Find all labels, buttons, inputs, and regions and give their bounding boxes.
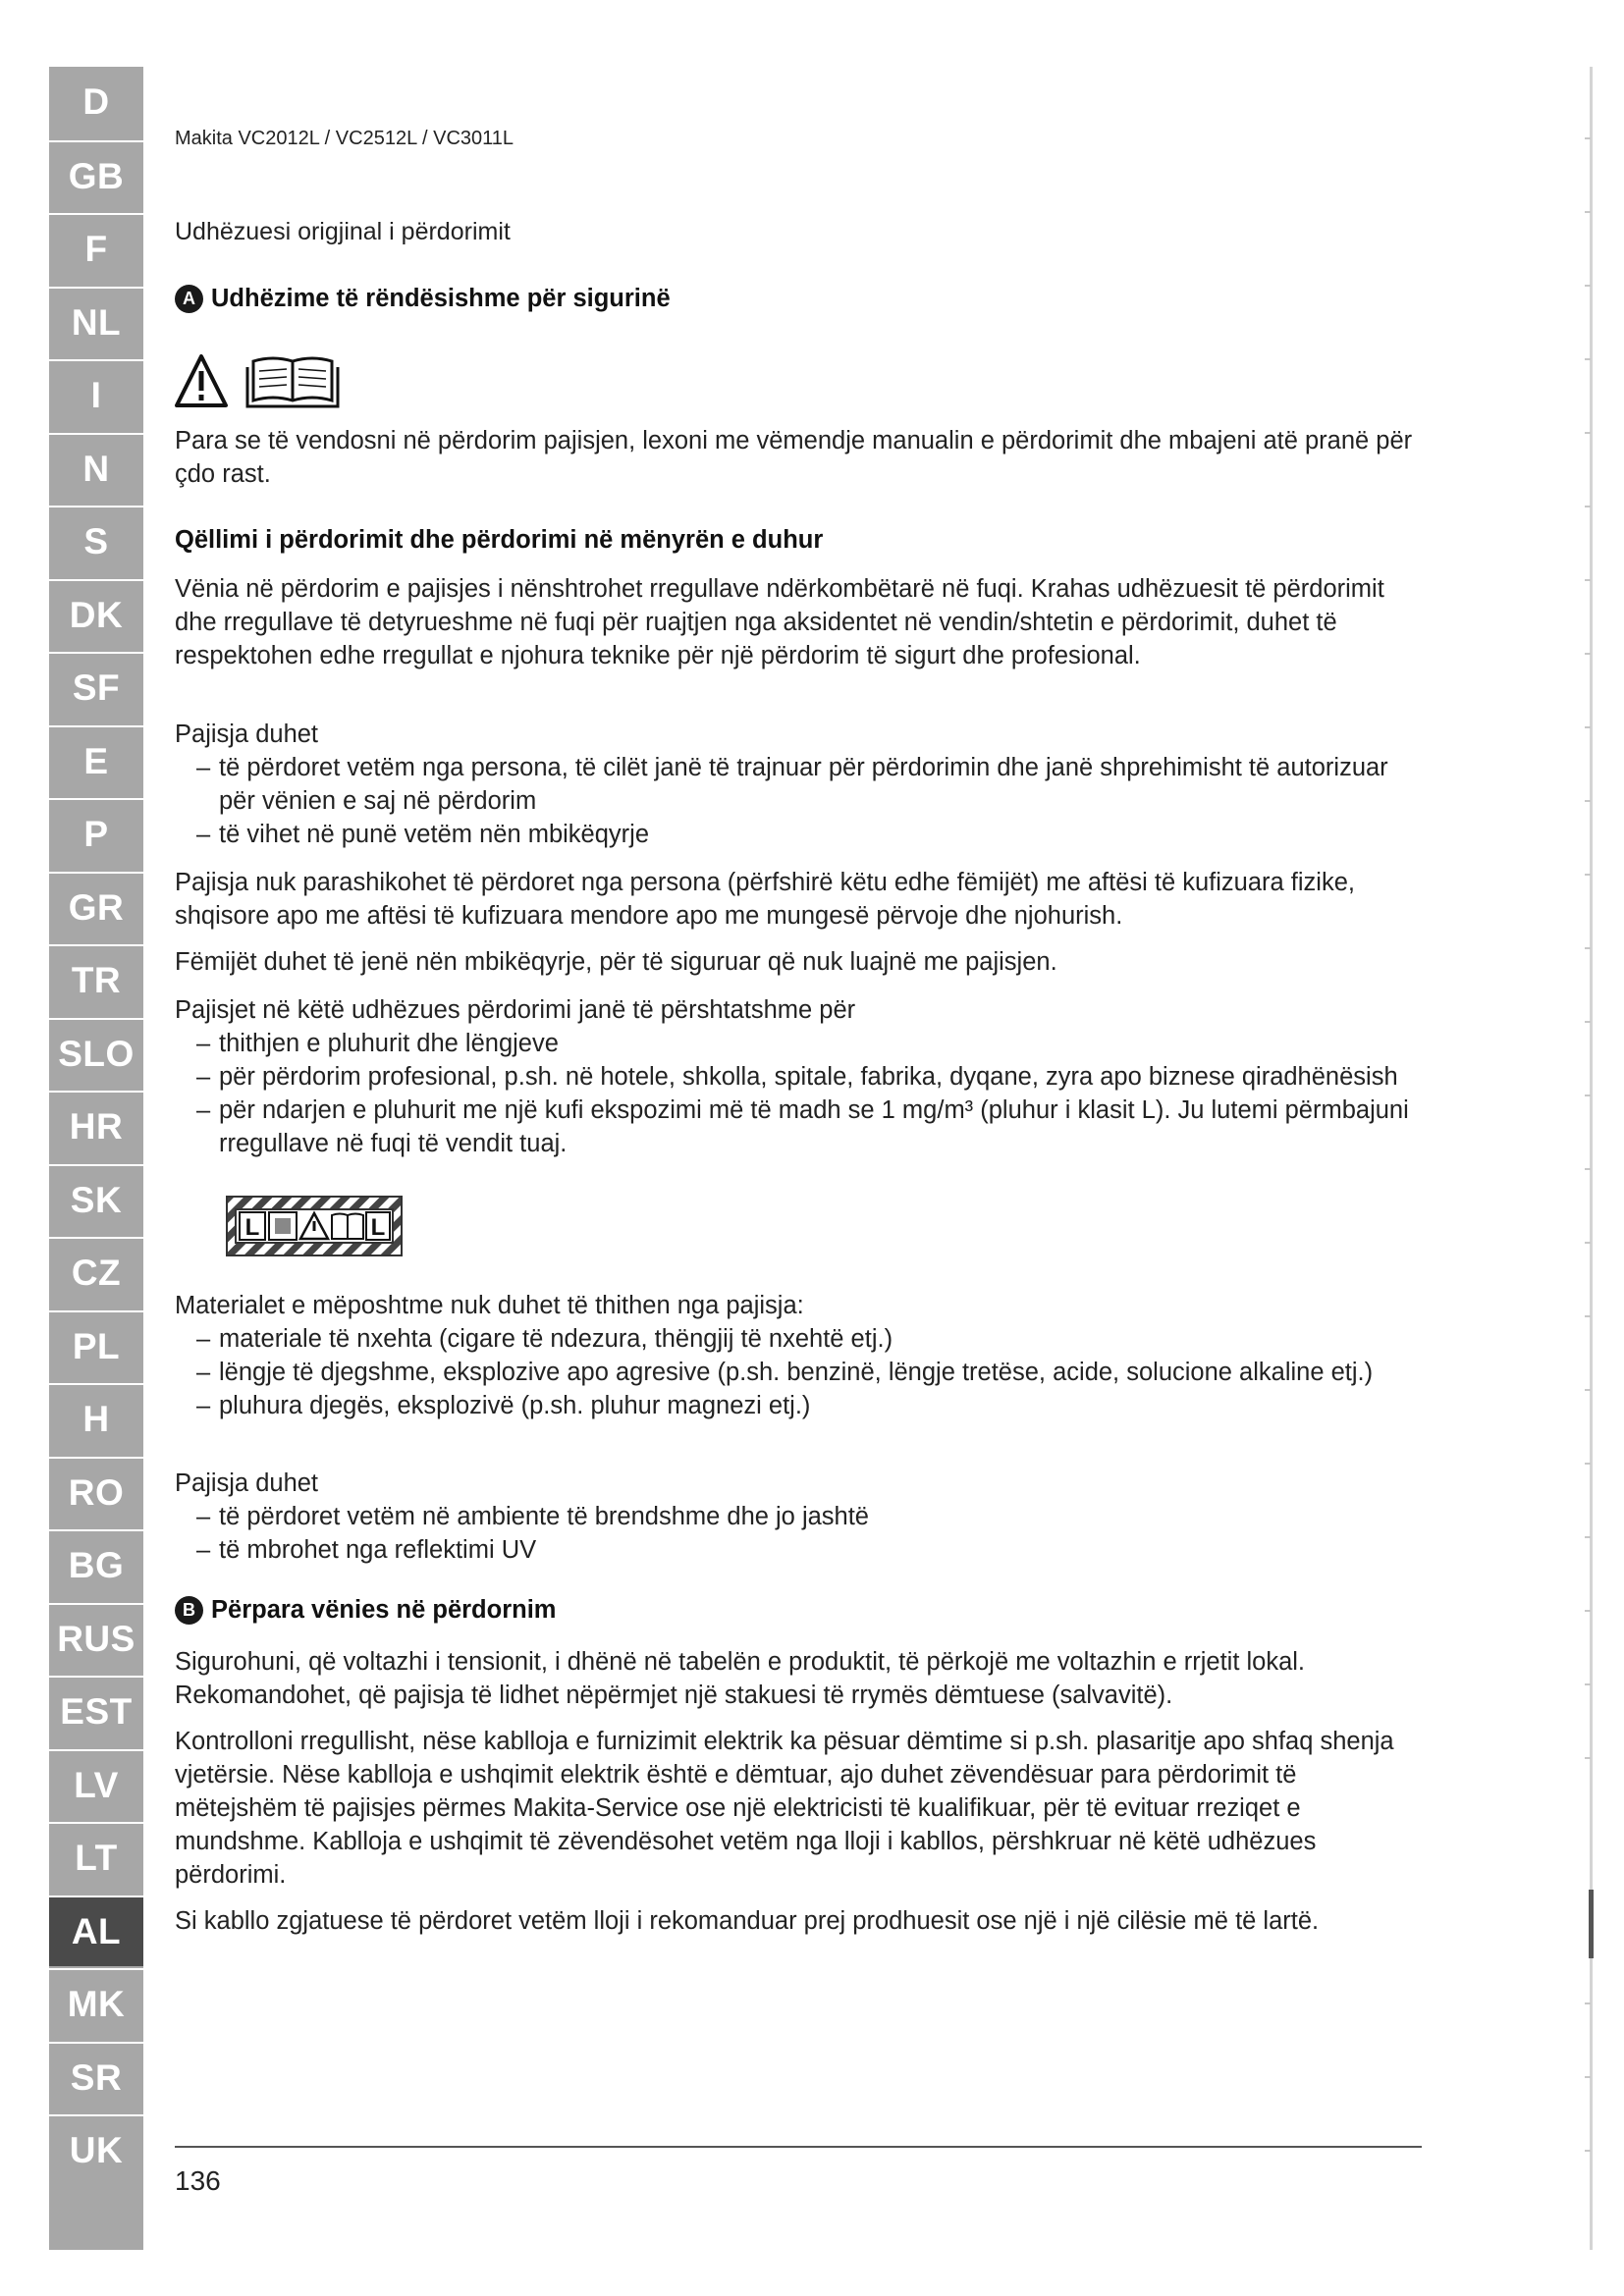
lang-tab-dk[interactable]: DK <box>49 579 143 650</box>
label-letter-right: L <box>370 1214 386 1241</box>
lang-tab-hr[interactable]: HR <box>49 1091 143 1161</box>
list-item: – të mbrohet nga reflektimi UV <box>175 1533 1422 1567</box>
section-b-paragraph-1: Sigurohuni, që voltazhi i tensionit, i dhënë në tabelën e produktit, të përkojë me voltazhin e rrjetit lokal. Rekomandohet, që pajisja të lidhet nëpërmjet një stakuesi të rrymës dëmtuese (salvavitë). <box>175 1648 1306 1709</box>
lang-tab-lv[interactable]: LV <box>49 1749 143 1820</box>
lang-tab-pl[interactable]: PL <box>49 1310 143 1381</box>
lang-tab-rus[interactable]: RUS <box>49 1603 143 1674</box>
warning-triangle-icon <box>177 356 226 405</box>
lang-tab-s[interactable]: S <box>49 506 143 576</box>
margin-tick <box>1585 1095 1591 1096</box>
lang-tab-sr[interactable]: SR <box>49 2042 143 2112</box>
device-must-list <box>175 751 1422 851</box>
model-line: Makita VC2012L / VC2512L / VC3011L <box>175 128 514 149</box>
lang-tab-bg[interactable]: BG <box>49 1529 143 1600</box>
margin-tick <box>1585 874 1591 876</box>
lang-tab-i[interactable]: I <box>49 359 143 430</box>
lang-tab-al-active[interactable]: AL <box>49 1896 143 1966</box>
margin-tick <box>1585 653 1591 655</box>
margin-tick <box>1585 1536 1591 1538</box>
device-must-label-2: Pajisja duhet <box>175 1469 319 1497</box>
lang-tab-uk[interactable]: UK <box>49 2114 143 2185</box>
lang-tab-mk[interactable]: MK <box>49 1968 143 2039</box>
lang-tab-h[interactable]: H <box>49 1383 143 1454</box>
margin-tick <box>1585 2150 1591 2152</box>
margin-tick <box>1585 947 1591 949</box>
margin-tick <box>1585 1168 1591 1170</box>
list-item: – lëngje të djegshme, eksplozive apo agresive (p.sh. benzinë, lëngje tretëse, acide, solucione alkaline etj.) <box>175 1356 1422 1389</box>
purpose-paragraph-1: Vënia në përdorim e pajisjes i nënshtrohet rregullave ndërkombëtarë në fuqi. Krahas udhëzuesit të përdorimit dhe rregullave të detyrueshme në fuqi për ruajtjen nga aksidentet në vendin/shtetin e përdorimit, duhet të respektohen edhe rregullat e njohura teknike për një përdorim të sigurt dhe profesional. <box>175 575 1384 669</box>
lang-tab-gb[interactable]: GB <box>49 140 143 211</box>
lang-tab-tr[interactable]: TR <box>49 944 143 1015</box>
margin-tick <box>1585 1242 1591 1244</box>
margin-tick <box>1585 1021 1591 1023</box>
list-item: – për ndarjen e pluhurit me një kufi ekspozimi më të madh se 1 mg/m³ (pluhur i klasit L). Ju lutemi përmbajuni rregullave në fuqi të vendit tuaj. <box>175 1094 1422 1160</box>
margin-tick <box>1585 2002 1591 2004</box>
suitable-list <box>175 1027 1422 1160</box>
label-letter-left: L <box>244 1214 260 1241</box>
list-item: – të përdoret vetëm nga persona, të cilët janë të trajnuar për përdorimin dhe janë shprehimisht të autorizuar për vënien e saj në përdorim <box>175 751 1422 818</box>
lang-tab-sf[interactable]: SF <box>49 652 143 722</box>
margin-tick <box>1585 1463 1591 1465</box>
suitable-block <box>175 993 1422 1160</box>
lang-tab-gr[interactable]: GR <box>49 872 143 942</box>
right-margin-marker <box>1589 1890 1594 1958</box>
margin-tick <box>1585 1610 1591 1612</box>
section-b-paragraph-2: Kontrolloni rregullisht, nëse kablloja e furnizimit elektrik ka pësuar dëmtime si p.sh. plasaritje apo shfaq shenja vjetërsie. Nëse kablloja e ushqimit elektrik është e dëmtuar, ajo duhet zëvendësuar para përdorimit të mëtejshëm të pajisjes përmes Makita-Service ose një elektricisti të kualifikuar, për të evituar rreziqet e mundshme. Kablloja e ushqimit të zëvendësohet vetëm nga lloji i kabllos, përshkruar në këtë udhëzues përdorimi. <box>175 1728 1394 1889</box>
section-a-heading <box>175 285 1422 313</box>
list-item: – për përdorim profesional, p.sh. në hotele, shkolla, spitale, fabrika, dyqane, zyra apo biznese qiradhënësish <box>175 1060 1422 1094</box>
lang-tab-p[interactable]: P <box>49 798 143 869</box>
margin-tick <box>1585 1683 1591 1685</box>
purpose-heading: Qëllimi i përdorimit dhe përdorimi në mënyrën e duhur <box>175 526 824 554</box>
section-a-title: Udhëzime të rëndësishme për sigurinë <box>211 285 671 312</box>
environment-list <box>175 1500 1422 1567</box>
device-must-label: Pajisja duhet <box>175 721 319 748</box>
purpose-paragraph-2: Pajisja nuk parashikohet të përdoret nga persona (përfshirë këtu edhe fëmijët) me aftësi të kufizuara fizike, shqisore apo me aftësi të kufizuara mendore apo me mungesë përvoje dhe njohurish. <box>175 869 1355 930</box>
margin-tick <box>1585 432 1591 434</box>
section-b-paragraph-3: Si kabllo zgjatuese të përdoret vetëm lloji i rekomanduar prej prodhuesit ose një i një cilësie më të lartë. <box>175 1907 1320 1935</box>
device-must-block <box>175 718 1422 851</box>
lang-tab-n[interactable]: N <box>49 433 143 504</box>
lang-tab-slo[interactable]: SLO <box>49 1018 143 1089</box>
document-type: Udhëzuesi origjinal i përdorimit <box>175 218 511 245</box>
materials-list <box>175 1322 1422 1422</box>
materials-block <box>175 1289 1422 1422</box>
lang-tab-cz[interactable]: CZ <box>49 1237 143 1308</box>
environment-block <box>175 1467 1422 1567</box>
language-sidebar <box>49 67 143 2250</box>
margin-tick <box>1585 1315 1591 1317</box>
lang-tab-ro[interactable]: RO <box>49 1457 143 1527</box>
lang-tab-est[interactable]: EST <box>49 1676 143 1746</box>
read-manual-icon <box>247 358 338 406</box>
margin-tick <box>1585 1757 1591 1759</box>
footer-rule <box>175 2146 1422 2148</box>
lang-tab-d[interactable]: D <box>82 81 110 122</box>
list-item: – të përdoret vetëm në ambiente të brendshme dhe jo jashtë <box>175 1500 1422 1533</box>
lang-tab-f[interactable]: F <box>49 213 143 284</box>
section-a-intro: Para se të vendosni në përdorim pajisjen, lexoni me vëmendje manualin e përdorimit dhe mbajeni atë pranë për çdo rast. <box>175 427 1413 488</box>
list-item: – të vihet në punë vetëm nën mbikëqyrje <box>175 818 1422 851</box>
warning-manual-icons <box>175 353 361 408</box>
dust-class-l-label-icon <box>226 1196 403 1256</box>
margin-tick <box>1585 579 1591 581</box>
list-item: – pluhura djegës, eksplozivë (p.sh. pluhur magnezi etj.) <box>175 1389 1422 1422</box>
margin-tick <box>1585 800 1591 802</box>
section-b-marker: B <box>175 1596 203 1625</box>
lang-tab-sk[interactable]: SK <box>49 1164 143 1235</box>
margin-tick <box>1585 137 1591 139</box>
margin-tick <box>1585 285 1591 287</box>
margin-tick <box>1585 211 1591 213</box>
section-b-heading <box>175 1596 1422 1625</box>
lang-tab-lt[interactable]: LT <box>49 1822 143 1893</box>
margin-tick <box>1585 2076 1591 2078</box>
margin-tick <box>1585 358 1591 360</box>
materials-intro: Materialet e mëposhtme nuk duhet të thithen nga pajisja: <box>175 1292 804 1319</box>
margin-tick <box>1585 726 1591 728</box>
margin-tick <box>1585 506 1591 507</box>
list-item: – materiale të nxehta (cigare të ndezura, thëngjij të nxehtë etj.) <box>175 1322 1422 1356</box>
purpose-paragraph-3: Fëmijët duhet të jenë nën mbikëqyrje, për të siguruar që nuk luajnë me pajisjen. <box>175 948 1057 976</box>
section-a-marker: A <box>175 285 203 313</box>
lang-tab-nl[interactable]: NL <box>49 287 143 357</box>
section-b-title: Përpara vënies në përdornim <box>211 1596 557 1624</box>
suitable-intro: Pajisjet në këtë udhëzues përdorimi janë të përshtatshme për <box>175 996 856 1024</box>
list-item: – thithjen e pluhurit dhe lëngjeve <box>175 1027 1422 1060</box>
page-number: 136 <box>175 2165 221 2196</box>
lang-tab-e[interactable]: E <box>49 725 143 796</box>
margin-tick <box>1585 1389 1591 1391</box>
